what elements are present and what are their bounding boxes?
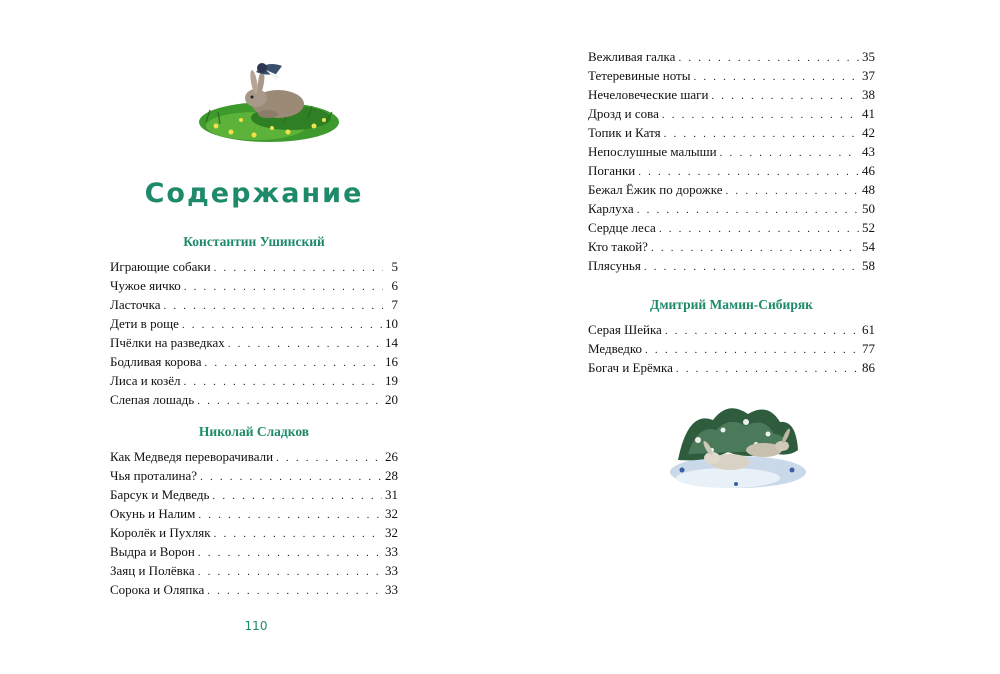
author-heading: Дмитрий Мамин-Сибиряк: [650, 297, 813, 312]
toc-entry[interactable]: Кто такой? . . . 54: [588, 237, 875, 256]
toc-entry[interactable]: Пчёлки на разведках . . . 14: [110, 333, 398, 352]
hare-and-bird-illustration: [196, 52, 342, 144]
toc-entry[interactable]: Чья проталина? . . . 28: [110, 466, 398, 485]
toc-entry[interactable]: Поганки . . . 46: [588, 161, 875, 180]
continued-section: [588, 47, 875, 275]
toc-entry[interactable]: Дрозд и сова . . . 41: [588, 104, 875, 123]
toc-entry[interactable]: Богач и Ерёмка . . . 86: [588, 358, 875, 377]
toc-entry[interactable]: Королёк и Пухляк . . . 32: [110, 523, 398, 542]
toc-entry[interactable]: Топик и Катя . . . 42: [588, 123, 875, 142]
toc-entry[interactable]: Тетеревиные ноты . . . 37: [588, 66, 875, 85]
toc-entry[interactable]: Играющие собаки . . . 5: [110, 257, 398, 276]
author-section: [110, 422, 398, 599]
page-number: 110: [244, 619, 268, 633]
toc-entry[interactable]: Бодливая корова . . . 16: [110, 352, 398, 371]
toc-entry[interactable]: Как Медведя переворачивали . . . 26: [110, 447, 398, 466]
toc-entry[interactable]: Окунь и Налим . . . 32: [110, 504, 398, 523]
toc-entry[interactable]: Сердце леса . . . 52: [588, 218, 875, 237]
toc-entry[interactable]: Заяц и Полёвка . . . 33: [110, 561, 398, 580]
toc-entry[interactable]: Слепая лошадь . . . 20: [110, 390, 398, 409]
toc-entry[interactable]: Плясунья . . . 58: [588, 256, 875, 275]
entry-list: [110, 257, 398, 409]
author-section: [110, 232, 398, 409]
toc-entry[interactable]: Чужое яичко . . . 6: [110, 276, 398, 295]
author-heading: Николай Сладков: [198, 424, 310, 439]
toc-entry[interactable]: Ласточка . . . 7: [110, 295, 398, 314]
author-heading: Константин Ушинский: [183, 234, 325, 249]
toc-entry[interactable]: Нечеловеческие шаги . . . 38: [588, 85, 875, 104]
toc-entry[interactable]: Выдра и Ворон . . . 33: [110, 542, 398, 561]
toc-entry[interactable]: Барсук и Медведь . . . 31: [110, 485, 398, 504]
toc-entry[interactable]: Серая Шейка . . . 61: [588, 320, 875, 339]
toc-entry[interactable]: Дети в роще . . . 10: [110, 314, 398, 333]
toc-entry[interactable]: Бежал Ёжик по дорожке . . . 48: [588, 180, 875, 199]
toc-entry[interactable]: Вежливая галка . . . 35: [588, 47, 875, 66]
toc-entry[interactable]: Сорока и Оляпка . . . 33: [110, 580, 398, 599]
entry-list: [588, 47, 875, 275]
toc-entry[interactable]: Медведко . . . 77: [588, 339, 875, 358]
right-page: [500, 0, 1000, 674]
toc-entry[interactable]: Непослушные малыши . . . 43: [588, 142, 875, 161]
running-hares-winter-illustration: [668, 400, 808, 492]
toc-entry[interactable]: Лиса и козёл . . . 19: [110, 371, 398, 390]
page-title: Содержание: [144, 178, 364, 209]
toc-entry[interactable]: Карлуха . . . 50: [588, 199, 875, 218]
entry-list: [588, 320, 875, 377]
author-section: [588, 295, 875, 377]
entry-list: [110, 447, 398, 599]
